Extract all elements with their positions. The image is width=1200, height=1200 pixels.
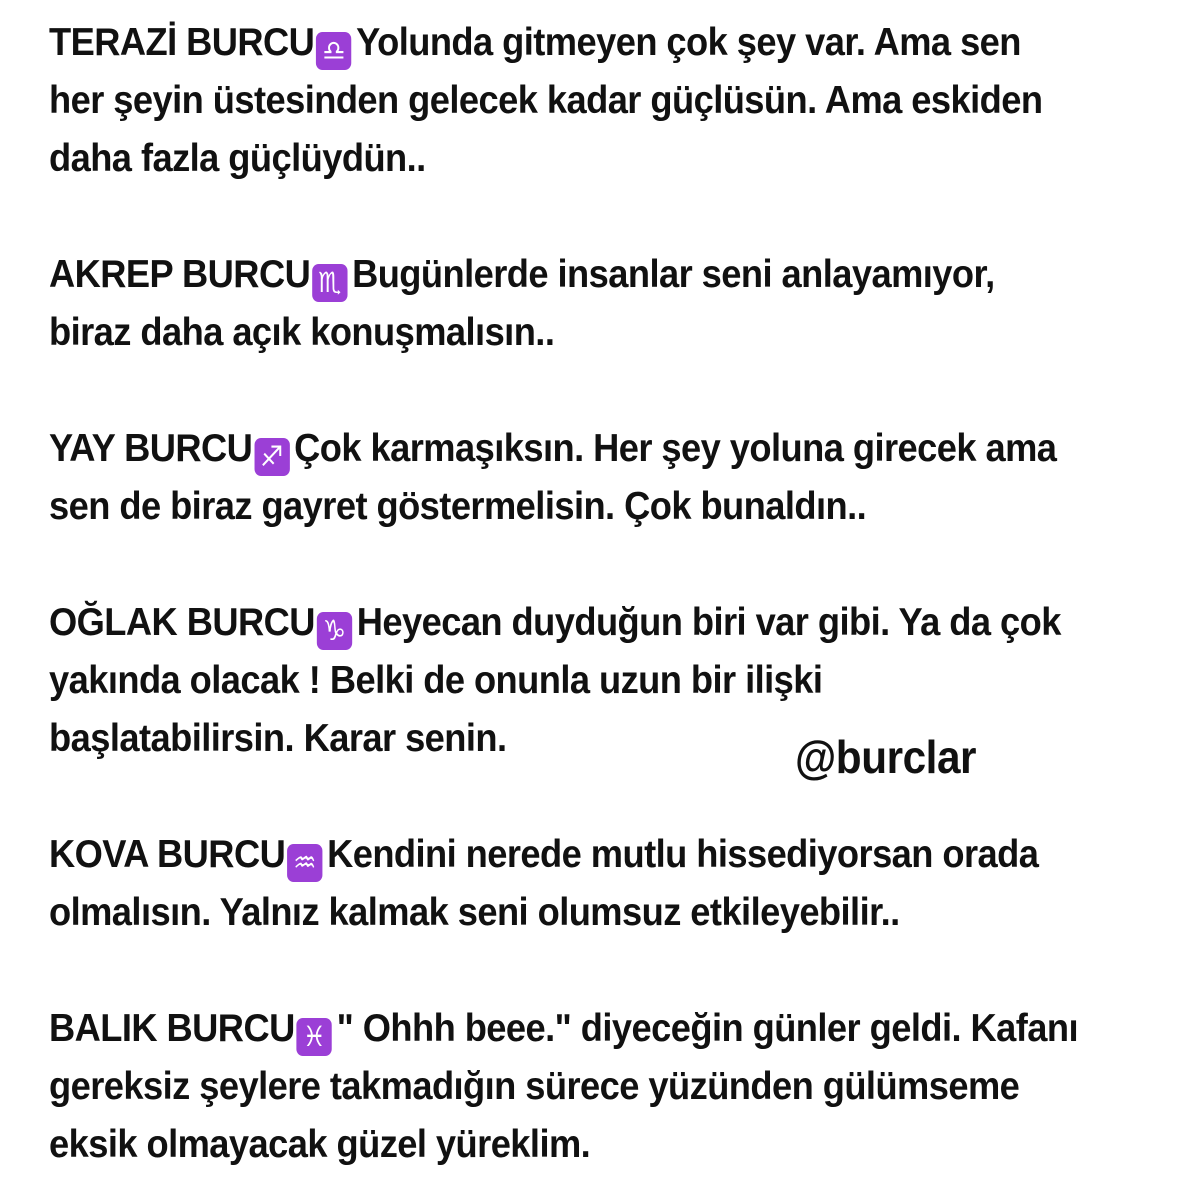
sagittarius-icon: ♐ — [254, 438, 289, 476]
sign-title: TERAZİ BURCU — [49, 21, 315, 64]
entry-line: gereksiz şeylere takmadığın sürece yüzünden gülümseme — [49, 1065, 1020, 1108]
entry-line — [49, 420, 1165, 478]
entry-line — [49, 14, 1165, 72]
paragraph-gap — [49, 768, 1169, 826]
entry-line: olmalısın. Yalnız kalmak seni olumsuz etkileyebilir.. — [49, 891, 900, 934]
scorpio-icon: ♏ — [312, 264, 347, 302]
horoscope-entry-libra — [49, 14, 1165, 188]
entry-text: " Ohhh beee." diyeceğin günler geldi. Kafanı — [336, 1007, 1079, 1050]
sign-title: BALIK BURCU — [49, 1007, 295, 1050]
horoscope-document — [49, 14, 1169, 1174]
horoscope-entry-sagittarius — [49, 420, 1165, 536]
libra-icon: ♎ — [316, 32, 351, 70]
paragraph-gap — [49, 188, 1169, 246]
paragraph-gap — [49, 942, 1169, 1000]
entry-line — [49, 594, 1165, 652]
sign-title: KOVA BURCU — [49, 833, 286, 876]
horoscope-entry-aquarius — [49, 826, 1165, 942]
entry-line — [49, 1000, 1165, 1058]
paragraph-gap — [49, 536, 1169, 594]
entry-line — [49, 826, 1165, 884]
entry-line — [49, 246, 1165, 304]
entry-line: yakında olacak ! Belki de onunla uzun bir ilişki — [49, 659, 823, 702]
sign-title: YAY BURCU — [49, 427, 253, 470]
entry-text: Kendini nerede mutlu hissediyorsan orada — [327, 833, 1039, 876]
horoscope-entry-pisces — [49, 1000, 1165, 1174]
entry-line: her şeyin üstesinden gelecek kadar güçlüsün. Ama eskiden — [49, 79, 1043, 122]
aquarius-icon: ♒ — [287, 844, 322, 882]
paragraph-gap — [49, 362, 1169, 420]
horoscope-entry-scorpio — [49, 246, 1165, 362]
entry-line: daha fazla güçlüydün.. — [49, 137, 426, 180]
sign-title: OĞLAK BURCU — [49, 601, 315, 644]
pisces-icon: ♓ — [297, 1018, 332, 1056]
capricorn-icon: ♑ — [317, 612, 352, 650]
horoscope-entry-capricorn — [49, 594, 1165, 768]
sign-title: AKREP BURCU — [49, 253, 311, 296]
entry-text: Bugünlerde insanlar seni anlayamıyor, — [352, 253, 995, 296]
entry-text: Yolunda gitmeyen çok şey var. Ama sen — [356, 21, 1021, 64]
entry-line: başlatabilirsin. Karar senin. — [49, 717, 507, 760]
entry-line: eksik olmayacak güzel yüreklim. — [49, 1123, 591, 1166]
entry-line: biraz daha açık konuşmalısın.. — [49, 311, 555, 354]
entry-text: Çok karmaşıksın. Her şey yoluna girecek ama — [294, 427, 1057, 470]
entry-text: Heyecan duyduğun biri var gibi. Ya da çok — [356, 601, 1061, 644]
watermark-handle: @burclar — [795, 731, 977, 783]
entry-line: sen de biraz gayret göstermelisin. Çok bunaldın.. — [49, 485, 867, 528]
